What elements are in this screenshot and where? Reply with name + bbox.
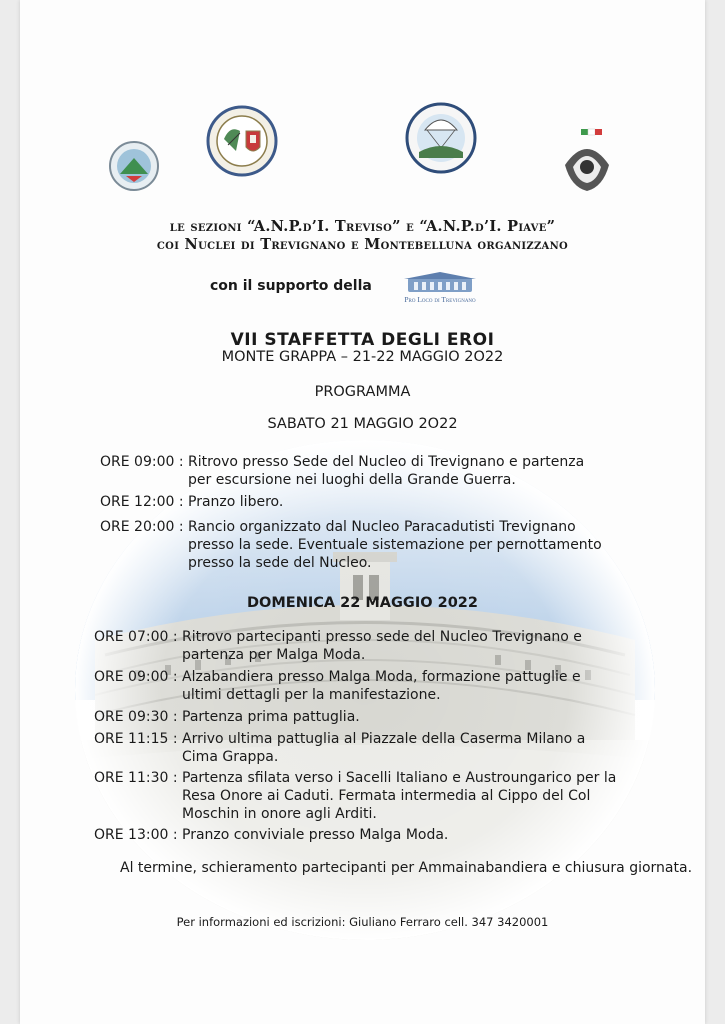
paracadutisti-treviso-logo — [206, 105, 278, 177]
contact-info: Per informazioni ed iscrizioni: Giuliano Ferraro cell. 347 3420001 — [176, 915, 549, 929]
schedule-entry: ORE 13:00 : Pranzo conviviale presso Malga Moda. — [94, 827, 449, 843]
pro-loco-label: Pro Loco di Trevignano — [404, 295, 476, 304]
entry-text: Ritrovo presso Sede del Nucleo di Trevignano e partenza per escursione nei luoghi della Grande Guerra. — [188, 454, 585, 488]
arditi-emblem-logo — [555, 125, 619, 197]
closing-note: Al termine, schieramento partecipanti per Ammainabandiera e chiusura giornata. — [120, 860, 693, 876]
entry-time: ORE 09:00 — [100, 454, 175, 470]
entry-time: ORE 13:00 — [94, 827, 169, 843]
entry-time: ORE 11:30 — [94, 770, 169, 786]
entry-text: Arrivo ultima pattuglia al Piazzale della Caserma Milano a Cima Grappa. — [182, 731, 586, 765]
schedule-entry: ORE 07:00 : Ritrovo partecipanti presso sede del Nucleo Trevignano e partenza per Malga Moda. — [94, 628, 604, 664]
event-title: VII STAFFETTA DEGLI EROI — [230, 330, 495, 350]
entry-time: ORE 09:00 — [94, 669, 169, 685]
entry-time: ORE 20:00 — [100, 519, 175, 535]
schedule-entry: ORE 11:30 : Partenza sfilata verso i Sacelli Italiano e Austroungarico per la Resa Onore ai Caduti. Fermata intermedia al Cippo del Col Moschin in onore agli Arditi. — [94, 769, 624, 823]
programma-heading: PROGRAMMA — [314, 384, 411, 400]
entry-time: ORE 07:00 — [94, 629, 169, 645]
schedule-entry: ORE 20:00 : Rancio organizzato dal Nucleo Paracadutisti Trevignano presso la sede. Eventuale sistemazione per pernottamento presso la sede del Nucleo. — [100, 518, 620, 572]
entry-time: ORE 11:15 — [94, 731, 169, 747]
entry-text: Alzabandiera presso Malga Moda, formazione pattuglie e ultimi dettagli per la manifestazione. — [182, 669, 581, 703]
event-subtitle: MONTE GRAPPA – 21-22 MAGGIO 2O22 — [221, 349, 504, 365]
entry-text: Pranzo libero. — [188, 494, 284, 510]
saturday-heading: SABATO 21 MAGGIO 2O22 — [267, 416, 458, 432]
entry-text: Pranzo conviviale presso Malga Moda. — [182, 827, 449, 843]
entry-time: ORE 12:00 — [100, 494, 175, 510]
organizers-line-2: coi Nuclei di Trevignano e Montebelluna organizzano — [156, 236, 569, 253]
entry-text: Partenza sfilata verso i Sacelli Italiano e Austroungarico per la Resa Onore ai Caduti. Fermata intermedia al Cippo del Col Moschin in onore agli Arditi. — [182, 770, 617, 822]
entry-time: ORE 09:30 — [94, 709, 169, 725]
sunday-heading: DOMENICA 22 MAGGIO 2022 — [247, 595, 478, 611]
schedule-entry: ORE 09:00 : Ritrovo presso Sede del Nucleo di Trevignano e partenza per escursione nei luoghi della Grande Guerra. — [100, 453, 600, 489]
flyer-page — [20, 0, 705, 1024]
schedule-entry: ORE 11:15 : Arrivo ultima pattuglia al Piazzale della Caserma Milano a Cima Grappa. — [94, 730, 624, 766]
entry-text: Rancio organizzato dal Nucleo Paracadutisti Trevignano presso la sede. Eventuale sistemazione per pernottamento presso la sede del Nucleo. — [188, 519, 602, 571]
support-label: con il supporto della — [210, 278, 372, 294]
organizers-line-1: le sezioni “A.N.P.d’I. Treviso” e “A.N.P.d’I. Piave” — [169, 218, 556, 235]
entry-text: Ritrovo partecipanti presso sede del Nucleo Trevignano e partenza per Malga Moda. — [182, 629, 582, 663]
schedule-entry: ORE 09:00 : Alzabandiera presso Malga Moda, formazione pattuglie e ultimi dettagli per la manifestazione. — [94, 668, 624, 704]
anpdi-emblem-left-logo — [108, 140, 160, 192]
schedule-entry: ORE 09:30 : Partenza prima pattuglia. — [94, 709, 360, 725]
entry-text: Partenza prima pattuglia. — [182, 709, 360, 725]
schedule-entry: ORE 12:00 : Pranzo libero. — [100, 494, 284, 510]
anpdi-sezione-piave-logo — [405, 100, 477, 180]
